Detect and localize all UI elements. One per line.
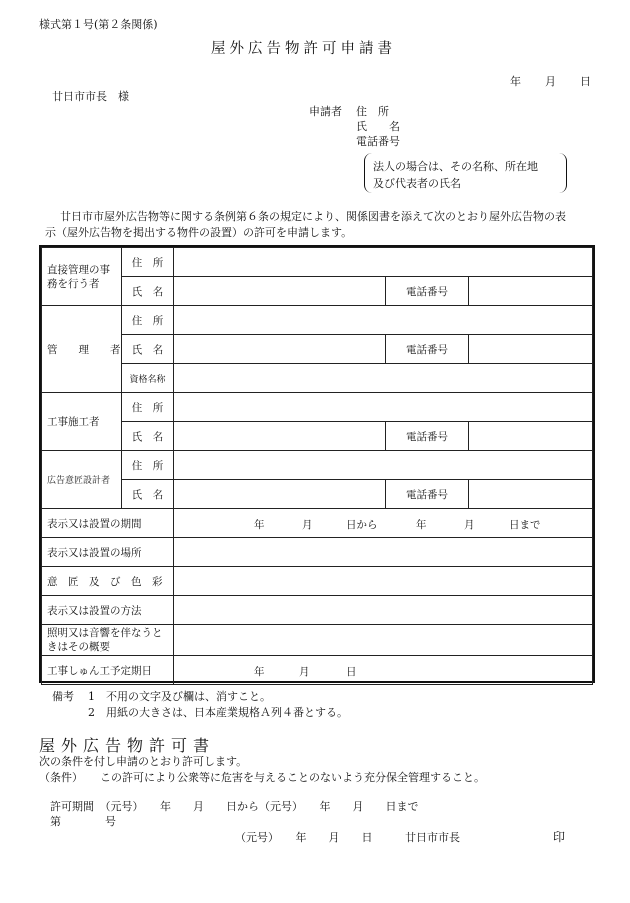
period-field[interactable] [174, 509, 593, 538]
place-label: 表示又は設置の場所 [42, 538, 174, 567]
lighting-field[interactable] [174, 625, 593, 656]
completion-day: 日 [346, 666, 357, 678]
contractor-address-label: 住 所 [122, 393, 174, 422]
date-year: 年 [510, 75, 521, 88]
permit-title: 屋外広告物許可書 [39, 736, 216, 755]
manager-qualification-label: 資格名称 [122, 364, 174, 393]
contractor-phone-label: 電話番号 [386, 422, 469, 451]
designer-address-label: 住 所 [122, 451, 174, 480]
remarks-label: 備考 [52, 690, 74, 703]
permit-period: 許可期間 （元号） 年 月 日から（元号） 年 月 日まで [50, 800, 419, 813]
date-month: 月 [545, 75, 556, 88]
period-day1: 日から [346, 519, 378, 531]
permit-issue-date: （元号） 年 月 日 [235, 831, 373, 844]
page-title: 屋外広告物許可申請書 [211, 41, 396, 57]
designer-phone-field[interactable] [469, 480, 593, 509]
designer-name-label: 氏 名 [122, 480, 174, 509]
permit-line1: 次の条件を付し申請のとおり許可します。 [39, 755, 248, 768]
period-month2: 月 [464, 519, 475, 531]
direct-manager-phone-label: 電話番号 [386, 277, 469, 306]
design-label: 意 匠 及 び 色 彩 [42, 567, 174, 596]
manager-name-field[interactable] [174, 335, 386, 364]
designer-address-field[interactable] [174, 451, 593, 480]
permit-number: 第 号 [50, 815, 116, 828]
remarks-item-1: 1 不用の文字及び欄は、消すこと。 [88, 690, 271, 703]
contractor-name-field[interactable] [174, 422, 386, 451]
direct-manager-phone-field[interactable] [469, 277, 593, 306]
direct-manager-name-field[interactable] [174, 277, 386, 306]
method-label: 表示又は設置の方法 [42, 596, 174, 625]
manager-name-label: 氏 名 [122, 335, 174, 364]
completion-field[interactable] [174, 656, 593, 685]
contractor-address-field[interactable] [174, 393, 593, 422]
place-field[interactable] [174, 538, 593, 567]
designer-name-field[interactable] [174, 480, 386, 509]
intro-line1: 廿日市市屋外広告物等に関する条例第６条の規定により、関係図書を添えて次のとおり屋外広告物の表 [60, 210, 566, 223]
applicant-label: 申請者 [309, 105, 342, 118]
method-field[interactable] [174, 596, 593, 625]
manager-phone-field[interactable] [469, 335, 593, 364]
permit-issuer: 廿日市市長 [405, 831, 460, 844]
contractor-label: 工事施工者 [42, 393, 122, 451]
direct-manager-address-label: 住 所 [122, 248, 174, 277]
period-label: 表示又は設置の期間 [42, 509, 174, 538]
manager-address-field[interactable] [174, 306, 593, 335]
corp-note-line1: 法人の場合は、その名称、所在地 [373, 160, 538, 173]
period-month1: 月 [302, 519, 313, 531]
period-day2: 日まで [509, 519, 541, 531]
manager-address-label: 住 所 [122, 306, 174, 335]
contractor-phone-field[interactable] [469, 422, 593, 451]
design-field[interactable] [174, 567, 593, 596]
completion-label: 工事しゅん工予定期日 [42, 656, 174, 685]
applicant-name-label: 氏 名 [356, 120, 400, 133]
period-year1: 年 [254, 519, 265, 531]
completion-year: 年 [254, 666, 265, 678]
seal-mark: 印 [553, 830, 566, 844]
direct-manager-name-label: 氏 名 [122, 277, 174, 306]
manager-qualification-field[interactable] [174, 364, 593, 393]
manager-label: 管 理 者 [42, 306, 122, 393]
permit-condition-text: この許可により公衆等に危害を与えることのないよう充分保全管理すること。 [100, 771, 485, 784]
application-table [39, 245, 595, 683]
manager-phone-label: 電話番号 [386, 335, 469, 364]
lighting-label [42, 625, 174, 656]
period-year2: 年 [416, 519, 427, 531]
intro-line2: 示（屋外広告物を掲出する物件の設置）の許可を申請します。 [45, 226, 353, 239]
remarks-item-2: 2 用紙の大きさは、日本産業規格Ａ列４番とする。 [88, 706, 348, 719]
designer-phone-label: 電話番号 [386, 480, 469, 509]
completion-month: 月 [299, 666, 310, 678]
contractor-name-label: 氏 名 [122, 422, 174, 451]
applicant-address-label: 住 所 [356, 105, 389, 118]
corp-note-line2: 及び代表者の氏名 [373, 177, 461, 190]
designer-label: 広告意匠設計者 [42, 451, 122, 509]
form-id: 様式第１号(第２条関係) [39, 18, 158, 31]
date-day: 日 [580, 75, 591, 88]
applicant-phone-label: 電話番号 [356, 135, 400, 148]
addressee: 廿日市市長 様 [52, 90, 129, 103]
permit-condition-label: （条件） [39, 771, 83, 784]
direct-manager-address-field[interactable] [174, 248, 593, 277]
lighting-label-text: 照明又は音響を伴なうときはその概要 [47, 627, 163, 653]
direct-manager-label: 直接管理の事務を行う者 [42, 248, 122, 306]
